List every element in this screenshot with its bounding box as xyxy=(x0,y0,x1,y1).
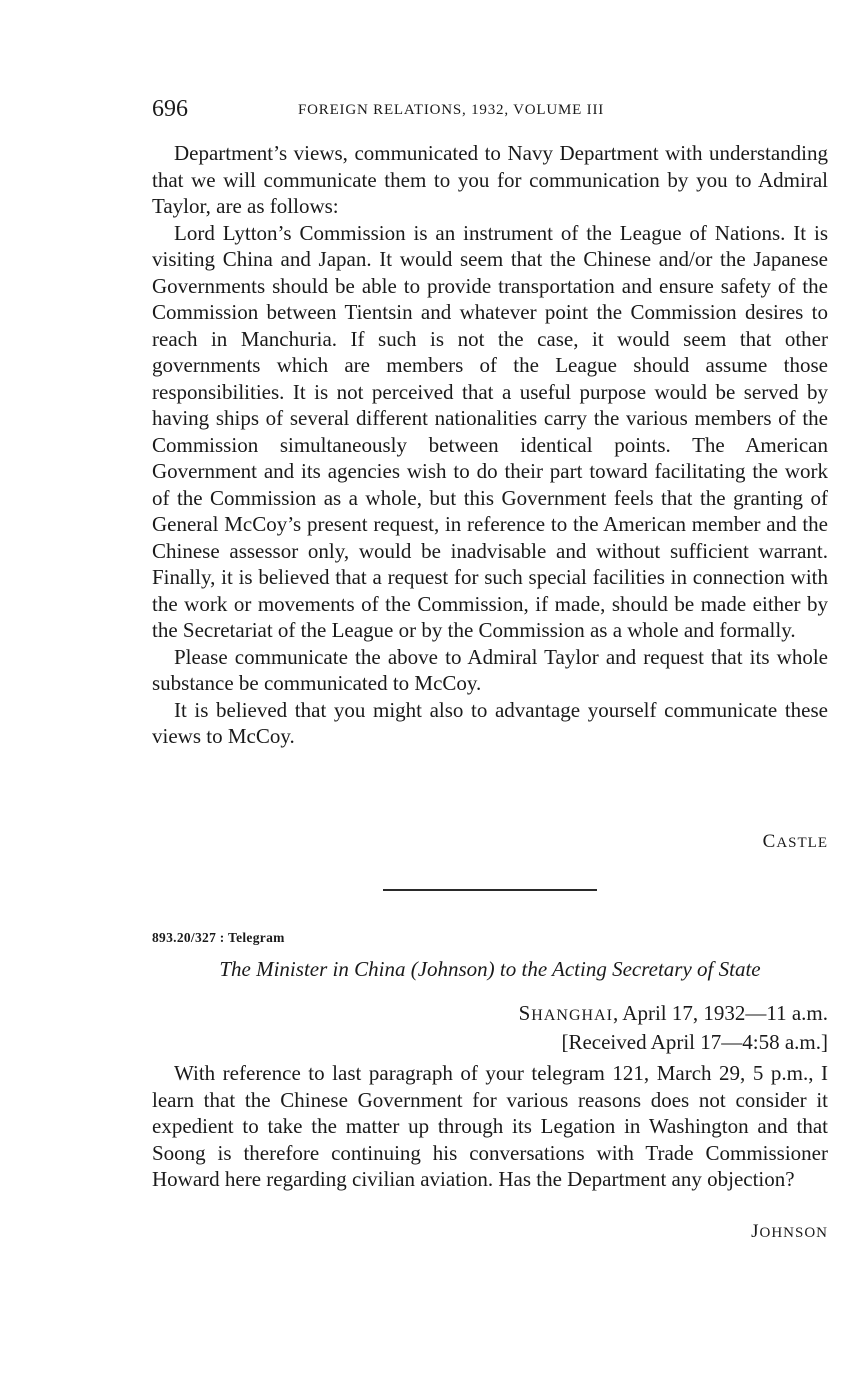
date-received: [Received April 17—4:58 a.m.] xyxy=(561,1030,828,1054)
running-head: FOREIGN RELATIONS, 1932, VOLUME III xyxy=(298,102,605,118)
paragraph: Lord Lytton’s Commission is an instrument of the League of Nations. It is visiting China and Japan. It would seem that the Chinese and/or the Japanese Governments should be able to provide transportation and ensure safety of the Commission between Tientsin and whatever point the Commission desires to reach in Manchuria. If such is not the case, it would seem that other governments which are members of the League should assume those responsibilities. It is not perceived that a useful purpose would be served by having ships of several different nationalities carry the various members of the Commission simultaneously between identical points. The American Government and its agencies wish to do their part toward facilitating the work of the Commission as a whole, but this Government feels that the granting of General McCoy’s present request, in reference to the American member and the Chinese assessor only, would be inadvisable and without sufficient warrant. Finally, it is believed that a request for such special facilities in connection with the work or movements of the Commission, if made, should be made either by the Secretariat of the League or by the Commission as a whole and formally. xyxy=(152,220,828,642)
telegram-body-2 xyxy=(152,1060,828,1193)
paragraph: It is believed that you might also to advantage yourself communicate these views to McCoy. xyxy=(152,697,828,748)
signature-johnson: JOHNSON xyxy=(751,1221,828,1242)
page-number: 696 xyxy=(152,96,188,122)
file-reference: 893.20/327 : Telegram xyxy=(152,930,285,945)
section-divider xyxy=(383,889,597,891)
paragraph: Please communicate the above to Admiral Taylor and request that its whole substance be communicated to McCoy. xyxy=(152,644,828,695)
page-header xyxy=(152,96,828,126)
paragraph: With reference to last paragraph of your telegram 121, March 29, 5 p.m., I learn that the Chinese Government for various reasons does not consider it expedient to take the matter up through its Legation in Washington and that Soong is therefore continuing his conversations with Trade Commissioner Howard here regarding civilian aviation. Has the Department any objection? xyxy=(152,1061,828,1191)
signature-castle: CASTLE xyxy=(762,831,828,852)
telegram-body-1 xyxy=(152,140,828,750)
date-sent: SHANGHAI, April 17, 1932—11 a.m. xyxy=(518,1001,828,1025)
document-title: The Minister in China (Johnson) to the Acting Secretary of State xyxy=(219,957,761,981)
paragraph: Department’s views, communicated to Navy Department with understanding that we will communicate them to you for communication by you to Admiral Taylor, are as follows: xyxy=(152,141,828,218)
dateline xyxy=(519,1000,828,1055)
